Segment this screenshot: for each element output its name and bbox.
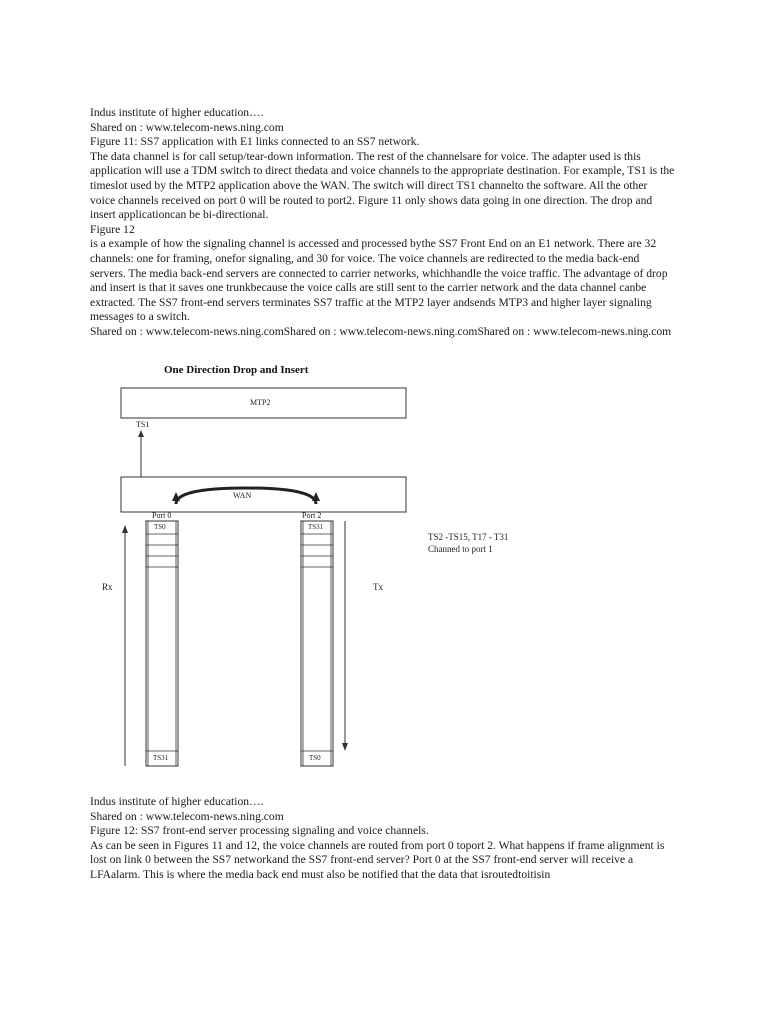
mtp2-label: MTP2 [250,398,271,407]
port0-bottom-slot-label: TS31 [153,754,169,762]
channel-note-line: TS2 -TS15, T17 - T31 [428,532,509,542]
channel-note [428,531,508,555]
text-line: Figure 12 [90,222,135,236]
tx-label: Tx [373,582,383,592]
port0-column [146,521,178,766]
text-line: Shared on : www.telecom-news.ning.comShared on : www.telecom-news.ning.comShared on : www.telecom-news.ning.com [90,324,672,338]
bottom-text-block [90,795,675,883]
port0-top-slot-label: TS0 [154,523,166,531]
wan-label: WAN [233,491,252,500]
paragraph: As can be seen in Figures 11 and 12, the voice channels are routed from port 0 toport 2. What happens if frame alignment is lost on link 0 between the SS7 networkand the SS7 front-end server? Port 0 at the SS7 front-end server will receive a LFAalarm. This is where the media back end must also be notified that the data that isroutedtoitisin [90,838,665,881]
ts1-arrowhead [138,430,144,437]
top-text-block [90,106,675,340]
text-line: Shared on : www.telecom-news.ning.com [90,120,284,134]
rx-label: Rx [102,582,113,592]
figure-caption: Figure 11: SS7 application with E1 links connected to an SS7 network. [90,135,420,149]
ts1-label: TS1 [136,420,150,429]
port0-label: Port 0 [152,511,172,520]
text-line: Indus institute of higher education…. [90,795,264,808]
channel-note-line: Channed to port 1 [428,544,493,554]
text-line: Indus institute of higher education…. [90,106,264,119]
port2-label: Port 2 [302,511,322,520]
tx-arrowhead [342,743,348,751]
diagram-title: One Direction Drop and Insert [164,364,309,376]
paragraph: The data channel is for call setup/tear-down information. The rest of the channelsare for voice. The adapter used is this application will use a TDM switch to direct thedata and voice channels to the appropriate destination. For example, TS1 is the timeslot used by the MTP2 application above the WAN. The switch will direct TS1 channelto the software. All the other voice channels received on port 0 will be routed to port2. Figure 11 only shows data going in one direction. The drop and insert applicationcan be bi-directional. [90,149,675,222]
drop-insert-diagram [102,364,418,776]
rx-arrowhead [122,525,128,533]
figure-caption: Figure 12: SS7 front-end server processing signaling and voice channels. [90,824,429,838]
text-line: Shared on : www.telecom-news.ning.com [90,809,284,823]
port2-column [301,521,333,766]
port2-top-slot-label: TS31 [308,523,324,531]
port2-bottom-slot-label: TS0 [309,754,321,762]
diagram-graphics [118,364,418,776]
paragraph: is a example of how the signaling channel is accessed and processed bythe SS7 Front End on an E1 network. There are 32 channels: one for framing, onefor signaling, and 30 for voice. The voice channels are redirected to the media back-end servers. The media back-end servers are connected to carrier networks, whichhandle the voice traffic. The advantage of drop and insert is that it saves one trunkbecause the voice calls are still sent to the carrier network and the data channel canbe extracted. The SS7 front-end servers terminates SS7 traffic at the MTP2 layer andsends MTP3 and higher layer signaling messages to a switch. [90,237,668,324]
wan-box [121,477,406,512]
